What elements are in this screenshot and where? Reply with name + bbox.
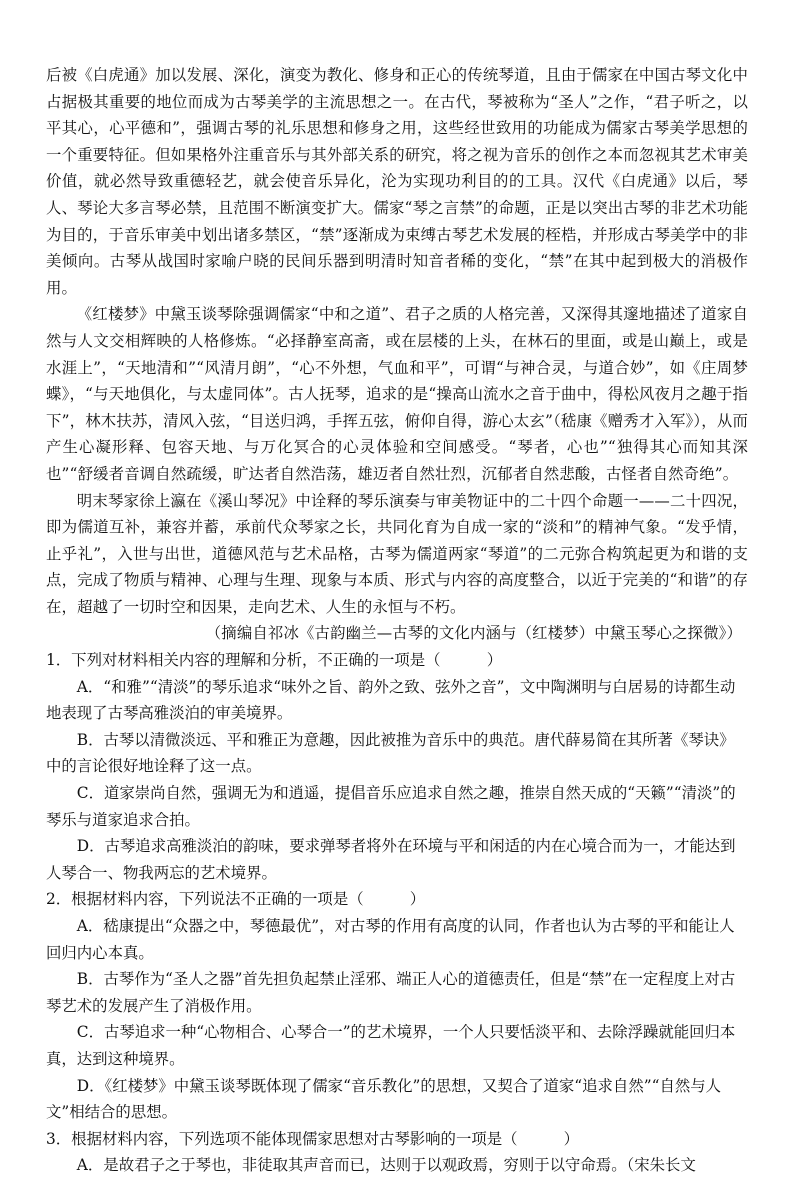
option-d: D．古琴追求高雅淡泊的韵味，要求弹琴者将外在环境与平和闲适的内在心境合而为一，才能达到人琴合一、物我两忘的艺术境界。 bbox=[46, 837, 736, 882]
passage-source: （摘编自祁冰《古韵幽兰—古琴的文化内涵与（红楼梦）中黛玉琴心之探微》） bbox=[205, 624, 742, 643]
question-stem: 1．下列对材料相关内容的理解和分析，不正确的一项是（ ） bbox=[46, 651, 503, 670]
passage-paragraph-3: 明末琴家徐上瀛在《溪山琴况》中诠释的琴乐演奏与审美物证中的二十四个命题一——二十四况，即为儒道互补，兼容并蓄，承前代众琴家之长，共同化育为自成一家的“淡和”的精神气象。“发乎情，止乎礼”，入世与出世，道德风范与艺术品格，古琴为儒道两家“琴道”的二元弥合构筑起更为和谐的支点，完成了物质与精神、心理与生理、现象与本质、形式与内容的高度整合，以近于完美的“和谐”的存在，超越了一切时空和因果，走向艺术、人生的永恒与不朽。 bbox=[46, 491, 748, 616]
text-column bbox=[46, 62, 748, 1179]
option-b: B．古琴以清微淡远、平和雅正为意趣，因此被推为音乐中的典范。唐代薛易简在其所著《琴诀》中的言论很好地诠释了这一点。 bbox=[46, 730, 735, 776]
passage-paragraph-1: 后被《白虎通》加以发展、深化，演变为教化、修身和正心的传统琴道，且由于儒家在中国古琴文化中占据极其重要的地位而成为古琴美学的主流思想之一。在古代，琴被称为“圣人”之作，“君子听之，以平其心，心平德和”，强调古琴的礼乐思想和修身之用，这些经世致用的功能成为儒家古琴美学思想的一个重要特征。但如果格外注重音乐与其外部关系的研究，将之视为音乐的创作之本而忽视其艺术审美价值，就必然导致重德轻艺，就会使音乐异化，沦为实现功利目的的工具。汉代《白虎通》以后，琴人、琴论大多言琴必禁，且范围不断演变扩大。儒家“琴之言禁”的命题，正是以突出古琴的非艺术功能为目的，于音乐审美中划出诸多禁区，“禁”逐渐成为束缚古琴艺术发展的桎梏，并形成古琴美学中的非美倾向。古琴从战国时家喻户晓的民间乐器到明清时知音者稀的变化，“禁”在其中起到极大的消极作用。 bbox=[46, 66, 748, 297]
question-stem: 2．根据材料内容，下列说法不正确的一项是（ ） bbox=[46, 890, 426, 909]
option-c: C．道家崇尚自然，强调无为和逍遥，提倡音乐应追求自然之趣，推崇自然天成的“天籁”“清淡”的琴乐与道家追求合拍。 bbox=[46, 784, 736, 829]
question-2 bbox=[46, 886, 748, 1125]
option-a: A．嵇康提出“众器之中，琴德最优”，对古琴的作用有高度的认同，作者也认为古琴的平和能让人回归内心本真。 bbox=[46, 917, 735, 962]
question-3 bbox=[46, 1126, 748, 1179]
option-a: A．是故君子之于琴也，非徒取其声音而已，达则于以观政焉，穷则于以守命焉。（宋朱长文 bbox=[76, 1156, 696, 1175]
passage-paragraph-2: 《红楼梦》中黛玉谈琴除强调儒家“中和之道”、君子之质的人格完善，又深得其邃地描述了道家自然与人文交相辉映的人格修炼。“必择静室高斋，或在层楼的上头，在林石的里面，或是山巅上，或是水涯上”，“天地清和”“风清月朗”，“心不外想，气血和平”，可谓“与神合灵，与道合妙”，如《庄周梦蝶》，“与天地俱化，与太虚同体”。古人抚琴，追求的是“操高山流水之音于曲中，得松风夜月之趣于指下”，林木扶苏，清风入弦，“目送归鸿，手挥五弦，俯仰自得，游心太玄”（嵇康《赠秀才入军》），从而产生心凝形释、包容天地、与万化冥合的心灵体验和空间感受。“琴者，心也”“独得其心而知其深也”“舒缓者音调自然疏缓，旷达者自然浩荡，雄迈者自然壮烈，沉郁者自然悲酸，古怪者自然奇绝”。 bbox=[46, 305, 748, 483]
question-1 bbox=[46, 647, 748, 886]
option-b: B．古琴作为“圣人之器”首先担负起禁止淫邪、端正人心的道德责任，但是“禁”在一定程度上对古琴艺术的发展产生了消极作用。 bbox=[46, 970, 736, 1015]
option-c: C．古琴追求一种“心物相合、心琴合一”的艺术境界，一个人只要恬淡平和、去除浮躁就能回归本真，达到这种境界。 bbox=[46, 1023, 736, 1068]
option-a: A．“和雅”“清淡”的琴乐追求“味外之旨、韵外之致、弦外之音”，文中陶渊明与白居易的诗都生动地表现了古琴高雅淡泊的审美境界。 bbox=[46, 677, 736, 723]
question-stem: 3．根据材料内容，下列选项不能体现儒家思想对古琴影响的一项是（ ） bbox=[46, 1129, 580, 1148]
option-d: D．《红楼梦》中黛玉谈琴既体现了儒家“音乐教化”的思想，又契合了道家“追求自然”“自然与人文”相结合的思想。 bbox=[46, 1076, 722, 1122]
